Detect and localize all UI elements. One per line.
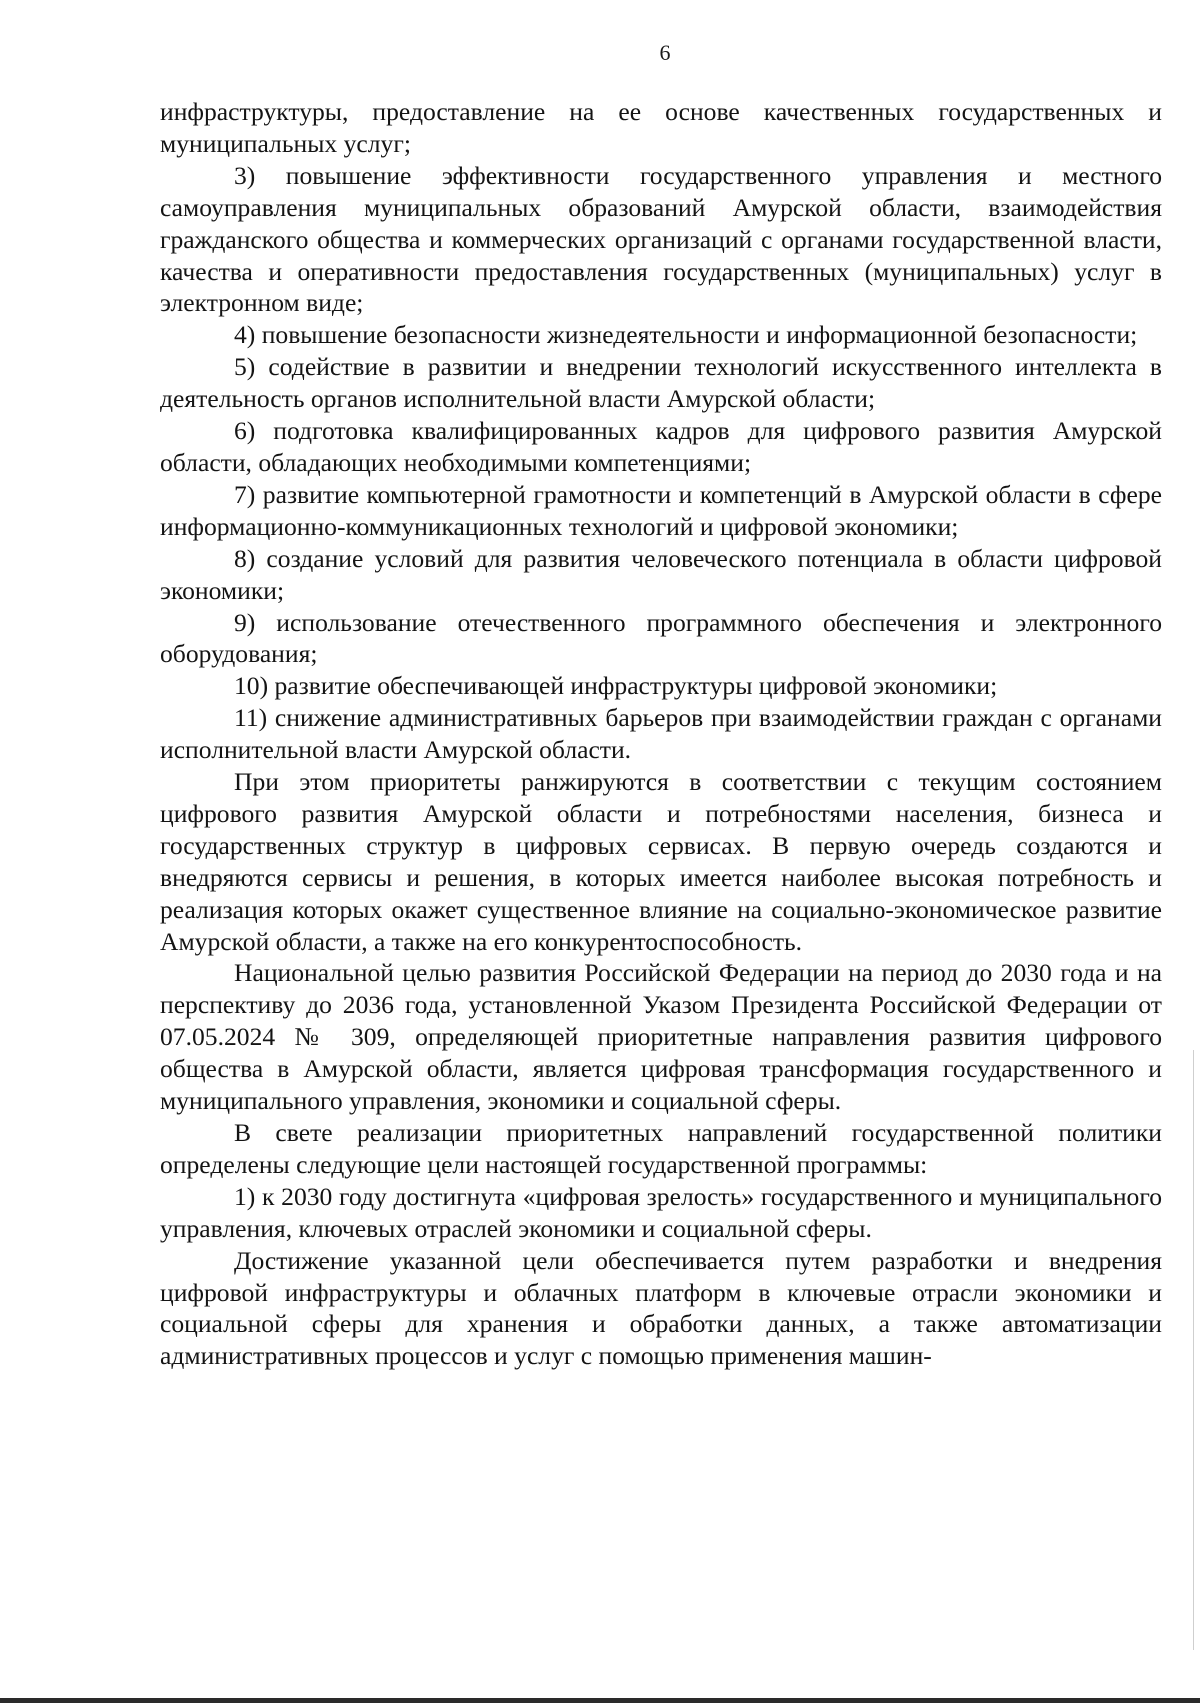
goal-item-1: 1) к 2030 году достигнута «цифровая зрелость» государственного и муниципального управления, ключевых отраслей экономики и социальной сферы.: [160, 1181, 1162, 1243]
list-item-8: 8) создание условий для развития человеческого потенциала в области цифровой экономики;: [160, 543, 1162, 605]
list-item-6: 6) подготовка квалифицированных кадров для цифрового развития Амурской области, обладающих необходимыми компетенциями;: [160, 416, 1162, 477]
list-item-7: 7) развитие компьютерной грамотности и компетенций в Амурской области в сфере информационно-коммуникационных технологий и цифровой экономики;: [160, 479, 1162, 541]
page-number: 6: [659, 40, 671, 65]
program-goals-paragraph: В свете реализации приоритетных направлений государственной политики определены следующие цели настоящей государственной программы:: [160, 1118, 1162, 1179]
scan-bottom-border: [0, 1698, 1200, 1703]
list-item-3: 3) повышение эффективности государственного управления и местного самоуправления муниципальных образований Амурской области, взаимодействия гражданского общества и коммерческих организаций с органами государственной власти, качества и оперативности предоставления государственных (муниципальных) услуг в электронном виде;: [160, 160, 1162, 318]
list-item-5: 5) содействие в развитии и внедрении технологий искусственного интеллекта в деятельность органов исполнительной власти Амурской области;: [160, 352, 1162, 414]
priorities-paragraph: При этом приоритеты ранжируются в соответствии с текущим состоянием цифрового развития Амурской области и потребностями населения, бизнеса и государственных структур в цифровых сервисах. В первую очередь создаются и внедряются сервисы и решения, в которых имеется наиболее высокая потребность и реализация которых окажет существенное влияние на социально-экономическое развитие Амурской области, а также на его конкурентоспособность.: [160, 767, 1162, 956]
national-goal-paragraph: Национальной целью развития Российской Федерации на период до 2030 года и на перспективу до 2036 года, установленной Указом Президента Российской Федерации от 07.05.2024 № 309, определяющей приоритетные направления развития цифрового общества в Амурской области, является цифровая трансформация государственного и муниципального управления, экономики и социальной сферы.: [160, 958, 1162, 1116]
scan-edge-line: [1193, 1050, 1194, 1650]
list-item-11: 11) снижение административных барьеров при взаимодействии граждан с органами исполнительной власти Амурской области.: [160, 703, 1162, 765]
list-item-9: 9) использование отечественного программного обеспечения и электронного оборудования;: [160, 607, 1162, 669]
document-body: [160, 96, 1162, 1372]
list-item-4: 4) повышение безопасности жизнедеятельности и информационной безопасности;: [234, 320, 1138, 350]
paragraph-continuation: инфраструктуры, предоставление на ее основе качественных государственных и муниципальных услуг;: [160, 97, 1162, 158]
achievement-paragraph: Достижение указанной цели обеспечивается путем разработки и внедрения цифровой инфраструктуры и облачных платформ в ключевые отрасли экономики и социальной сферы для хранения и обработки данных, а также автоматизации административных процессов и услуг с помощью применения машин-: [160, 1245, 1162, 1371]
list-item-10: 10) развитие обеспечивающей инфраструктуры цифровой экономики;: [234, 671, 998, 701]
